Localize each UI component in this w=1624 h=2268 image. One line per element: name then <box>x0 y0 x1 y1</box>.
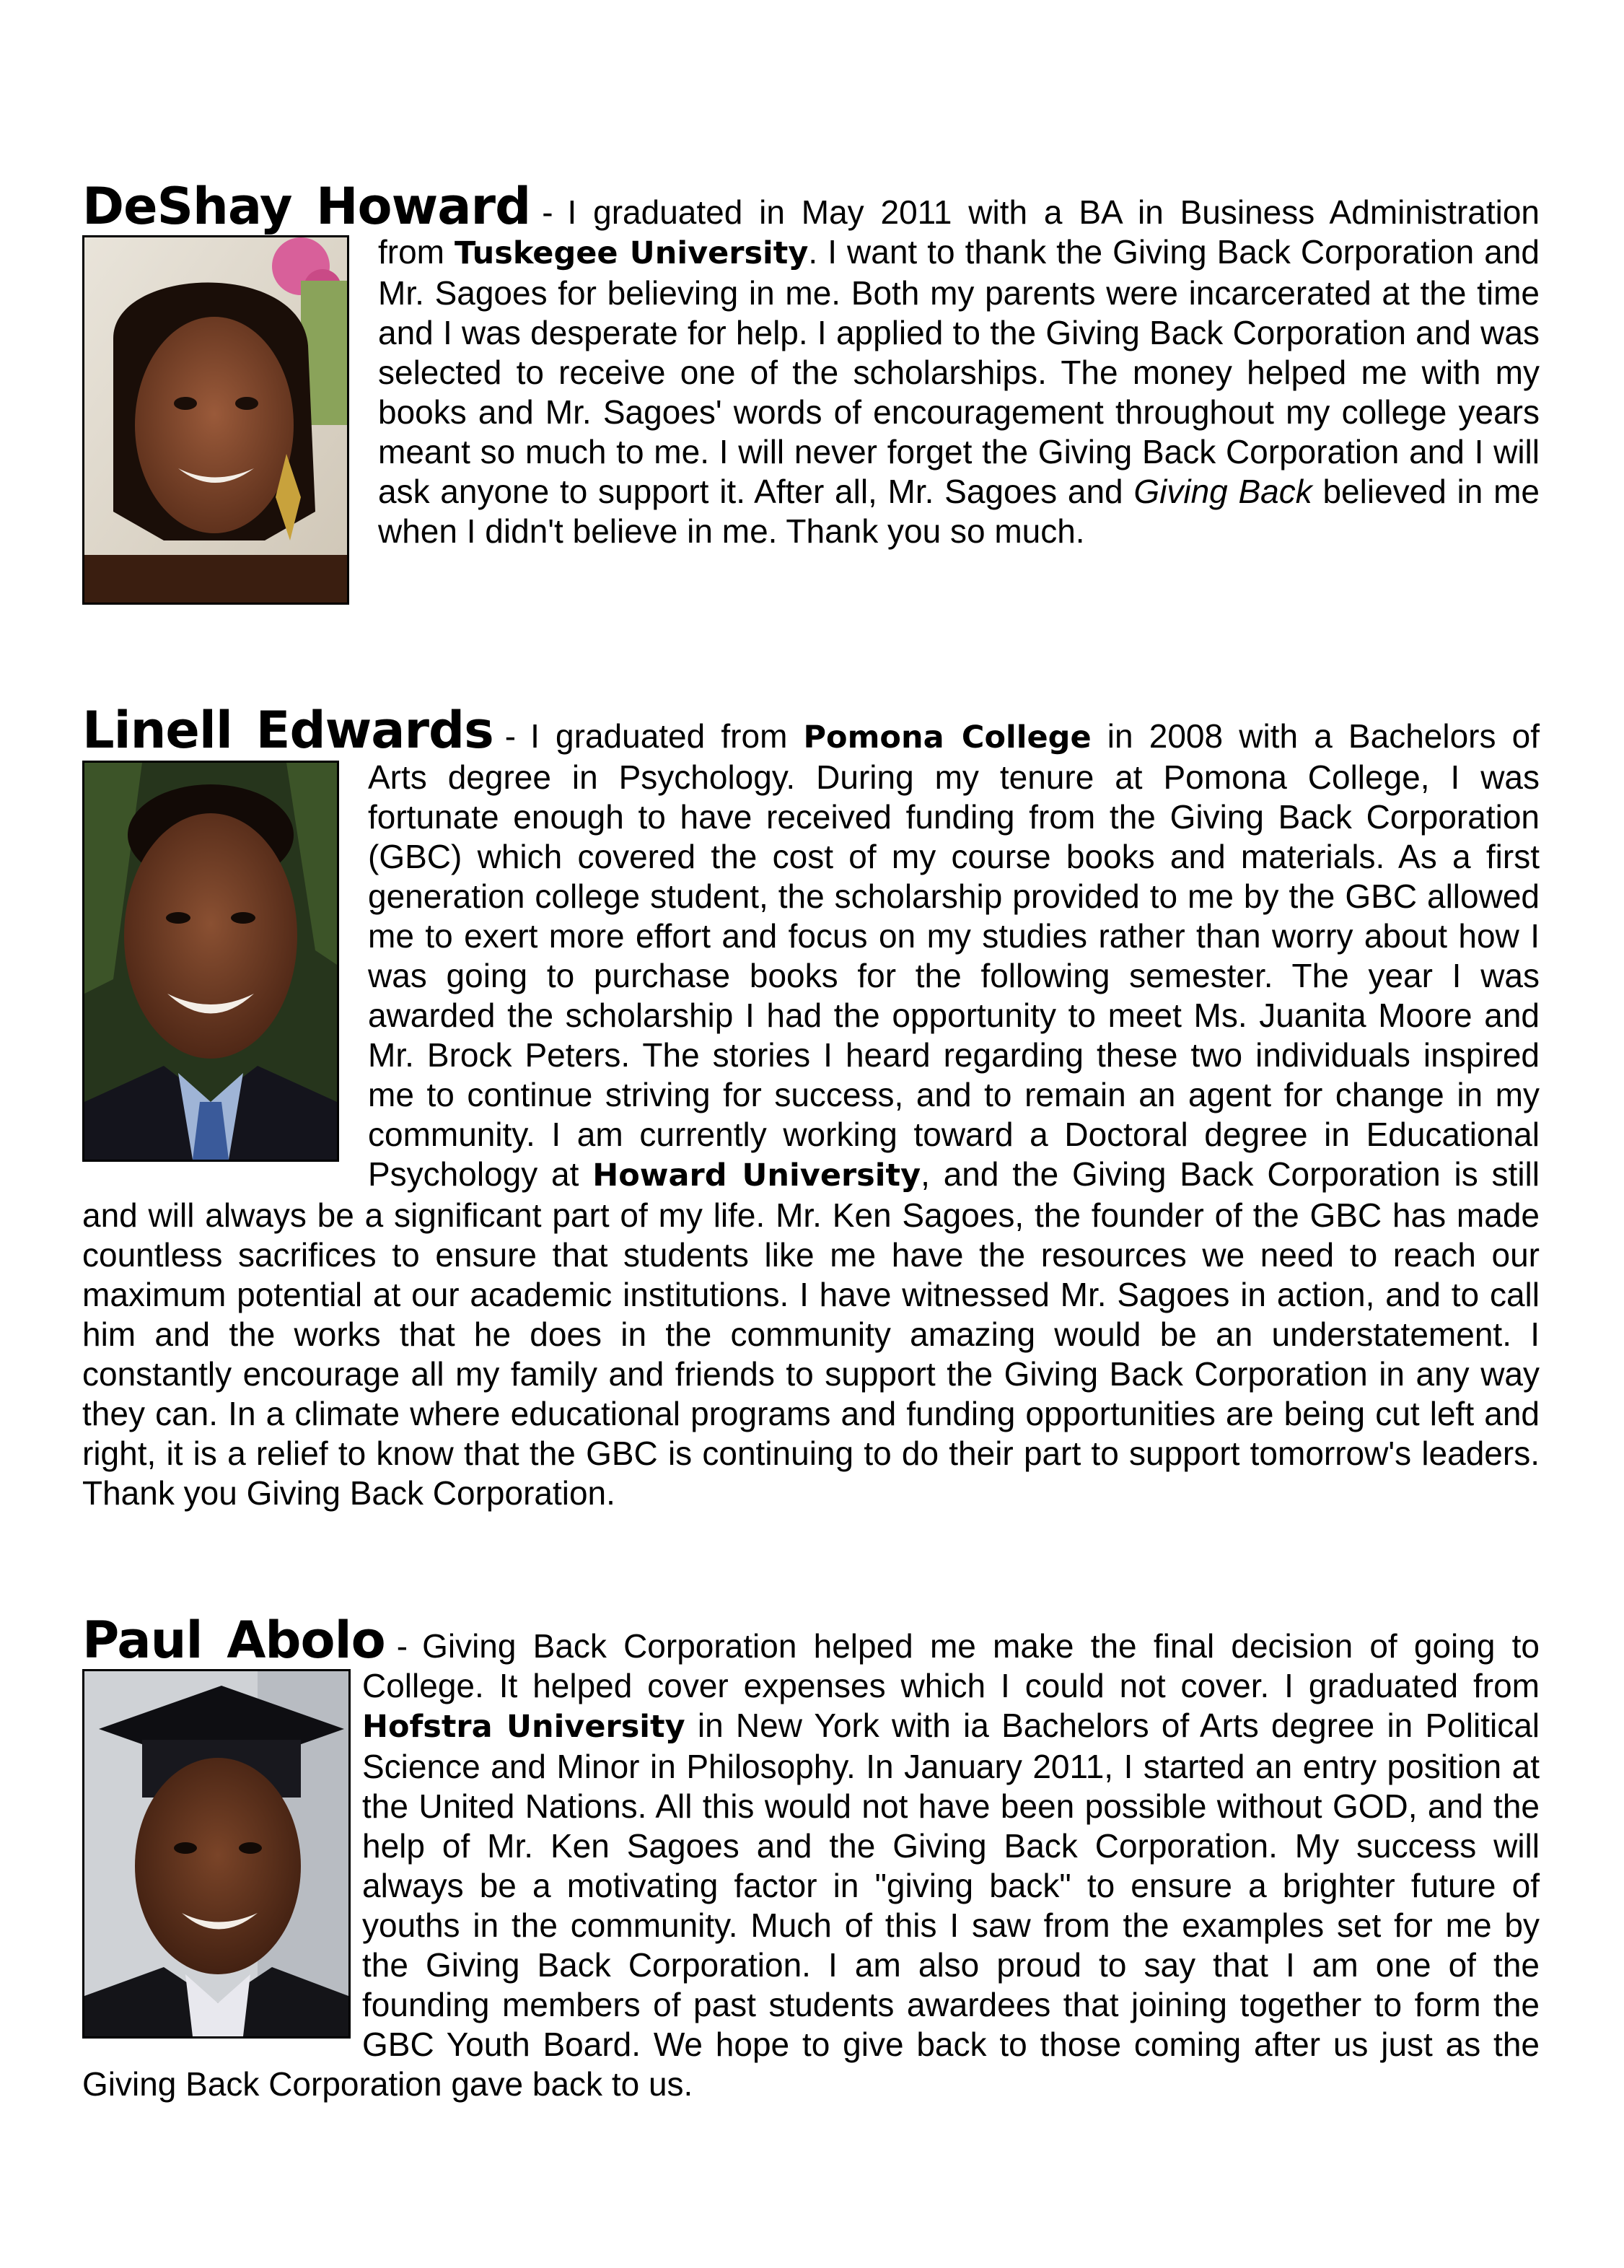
body-text-part: in New York with ia Bachelors of Arts degree in Political Science and Minor in Philosophy. In January 2011, I started an entry position at the United Nations. All this would not have been possible without GOD, and the help of Mr. Ken Sagoes and the Giving Back Corporation. My success will always be a motivating factor in "giving back" to ensure a brighter future of youths in the community. Much of this I saw from the examples set for me by the Giving Back Corporation. I am also proud to say that I am one of the founding members of past students awardees that joining together to form the GBC Youth Board. We hope to give back to those coming after us just as the Giving Back Corporation gave back to us. <box>82 1707 1540 2103</box>
portrait-photo <box>82 1669 351 2039</box>
testimonial-heading <box>82 701 1540 760</box>
name-dash: - <box>396 1627 408 1665</box>
intro-text: I graduated from <box>530 717 804 755</box>
testimonial-paul-abolo <box>82 1611 1540 2104</box>
university-name: Tuskegee University <box>455 235 809 271</box>
testimonial-heading <box>82 1611 1540 1670</box>
testimonial-heading <box>82 177 1540 236</box>
emphasized-text: Giving Back <box>1133 473 1312 510</box>
body-text-part: from <box>378 233 455 271</box>
university-name: Hofstra University <box>362 1709 685 1745</box>
portrait-image <box>84 237 347 603</box>
body-text-part: . I want to thank the Giving Back Corporation and Mr. Sagoes for believing in me. Both my parents were incarcerated at the time and I was desperate for help. I applied to the Giving Back Corporation and was selected to receive one of the scholarships. The money helped me with my books and Mr. Sagoes' words of encouragement throughout my college years meant so much to me. I will never forget the Giving Back Corporation and I will ask anyone to support it. After all, Mr. Sagoes and <box>378 233 1540 510</box>
intro-text: Giving Back Corporation helped me make the final decision of going to <box>422 1627 1540 1665</box>
portrait-image <box>84 763 337 1160</box>
testimonial-deshay-howard <box>82 177 1540 605</box>
body-text-part: College. It helped cover expenses which I could not cover. I graduated from <box>362 1667 1540 1704</box>
person-name: Linell Edwards <box>82 701 493 760</box>
person-name: DeShay Howard <box>82 177 531 236</box>
portrait-photo <box>82 235 349 605</box>
university-name: Pomona College <box>803 719 1092 756</box>
portrait-image <box>84 1671 348 2036</box>
intro-text: I graduated in May 2011 with a BA in Business Administration <box>567 193 1540 231</box>
name-dash: - <box>542 193 553 231</box>
body-text-part: believed in me when I didn't believe in me. Thank you so much. <box>378 473 1540 550</box>
testimonial-linell-edwards <box>82 701 1540 1513</box>
university-name: Howard University <box>592 1157 921 1194</box>
portrait-photo <box>82 761 339 1162</box>
intro-text: in 2008 with a Bachelors of <box>1091 717 1540 755</box>
name-dash: - <box>504 717 517 755</box>
body-text-part: Arts degree in Psychology. During my tenure at Pomona College, I was fortunate enough to have received funding from the Giving Back Corporation (GBC) which covered the cost of my course books and materials. As a first generation college student, the scholarship provided to me by the GBC allowed me to exert more effort and focus on my studies rather than worry about how I was going to purchase books for the following semester. The year I was awarded the scholarship I had the opportunity to meet Ms. Juanita Moore and Mr. Brock Peters. The stories I heard regarding these two individuals inspired me to continue striving for success, and to remain an agent for change in my community. I am currently working toward a Doctoral degree in Educational Psychology at <box>368 758 1540 1193</box>
body-text-part: , and the Giving Back Corporation is still and will always be a significant part of my life. Mr. Ken Sagoes, the founder of the GBC has made countless sacrifices to ensure that students like me have the resources we need to reach our maximum potential at our academic institutions. I have witnessed Mr. Sagoes in action, and to call him and the works that he does in the community amazing would be an understatement. I constantly encourage all my family and friends to support the Giving Back Corporation in any way they can. In a climate where educational programs and funding opportunities are being cut left and right, it is a relief to know that the GBC is continuing to do their part to support tomorrow's leaders. Thank you Giving Back Corporation. <box>82 1155 1540 1512</box>
person-name: Paul Abolo <box>82 1611 385 1670</box>
testimonials-page <box>82 177 1540 2104</box>
